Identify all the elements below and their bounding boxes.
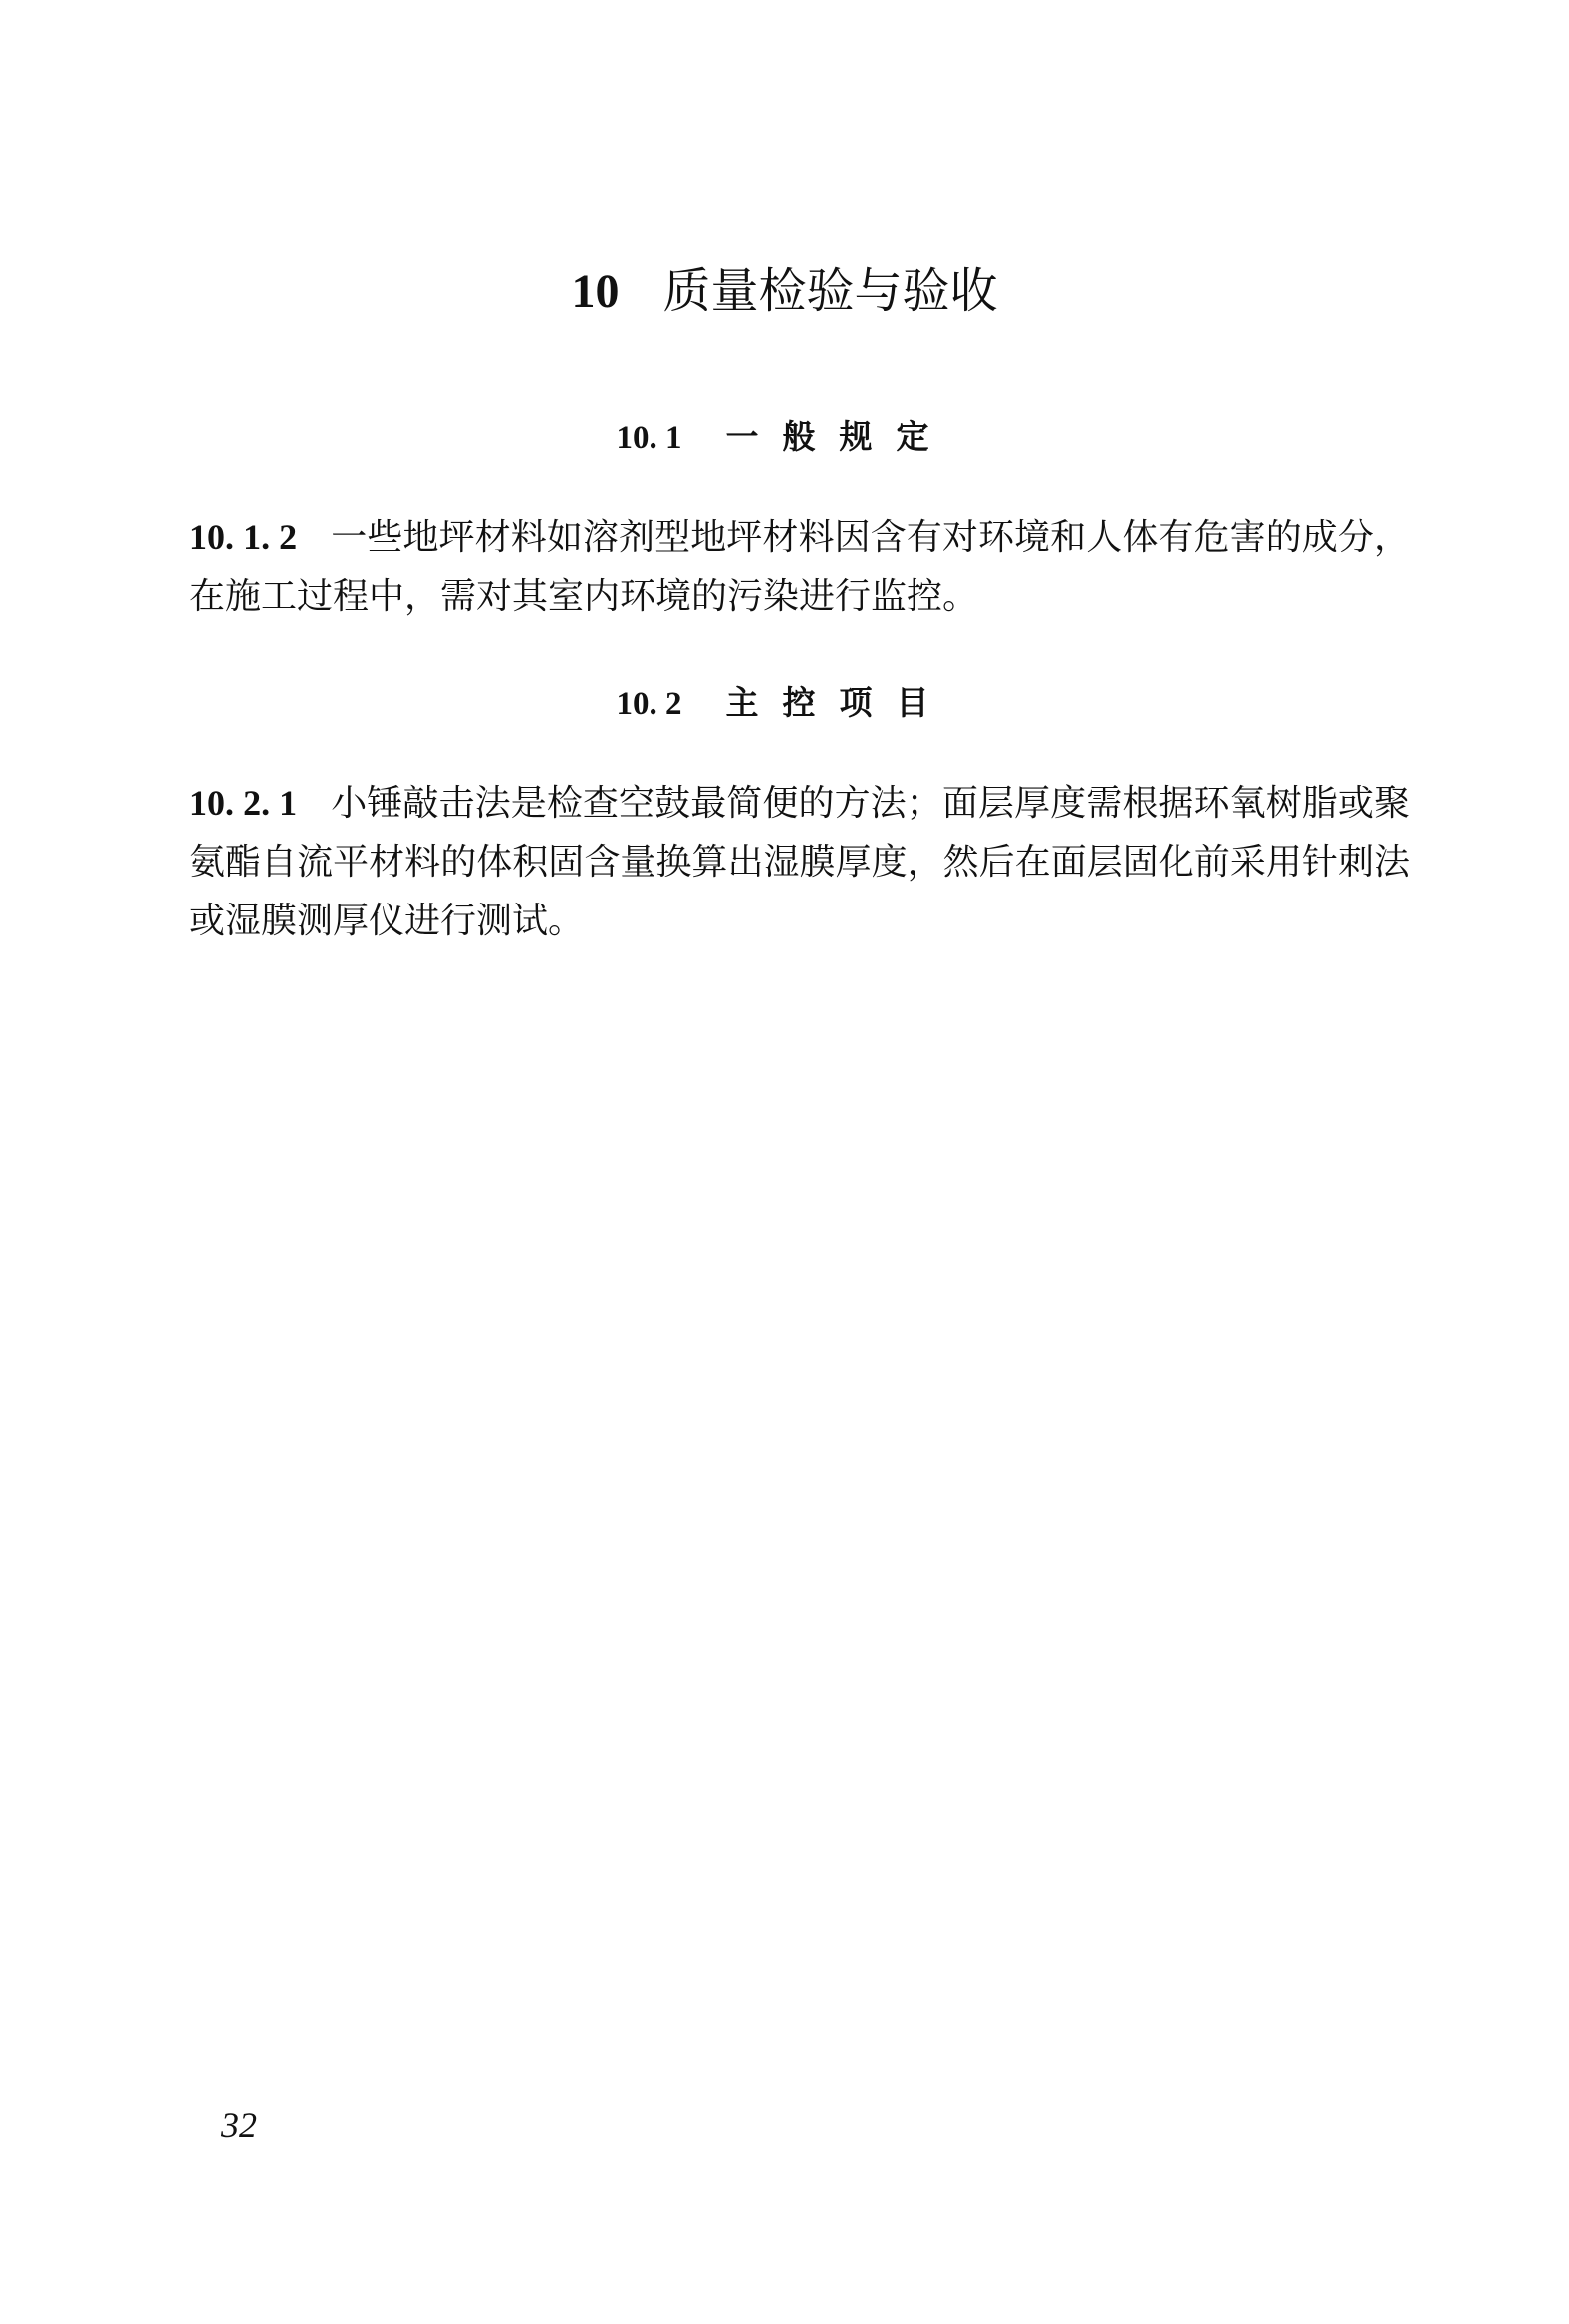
clause-text: 小锤敲击法是检查空鼓最简便的方法；面层厚度需根据环氧树脂或聚氨酯自流平材料的体积固含量换算出湿膜厚度，然后在面层固化前采用针刺法或湿膜测厚仪进行测试。 — [189, 783, 1410, 941]
section-heading-10-1 — [0, 416, 1569, 460]
clause-10-2-1 — [189, 774, 1410, 950]
clause-number: 10. 2. 1 — [189, 783, 298, 823]
clause-10-1-2 — [189, 508, 1410, 626]
section-title: 一般规定 — [725, 417, 953, 456]
chapter-number: 10 — [571, 265, 620, 318]
section-title: 主控项目 — [725, 683, 953, 722]
chapter-title-text: 质量检验与验收 — [662, 263, 998, 319]
section-number: 10. 2 — [616, 686, 682, 722]
chapter-title — [0, 261, 1569, 322]
section-number: 10. 1 — [616, 420, 682, 456]
clause-text: 一些地坪材料如溶剂型地坪材料因含有对环境和人体有危害的成分，在施工过程中，需对其室内环境的污染进行监控。 — [189, 517, 1410, 617]
clause-number: 10. 1. 2 — [189, 517, 298, 557]
section-heading-10-2 — [0, 682, 1569, 726]
page-number: 32 — [221, 2105, 257, 2145]
